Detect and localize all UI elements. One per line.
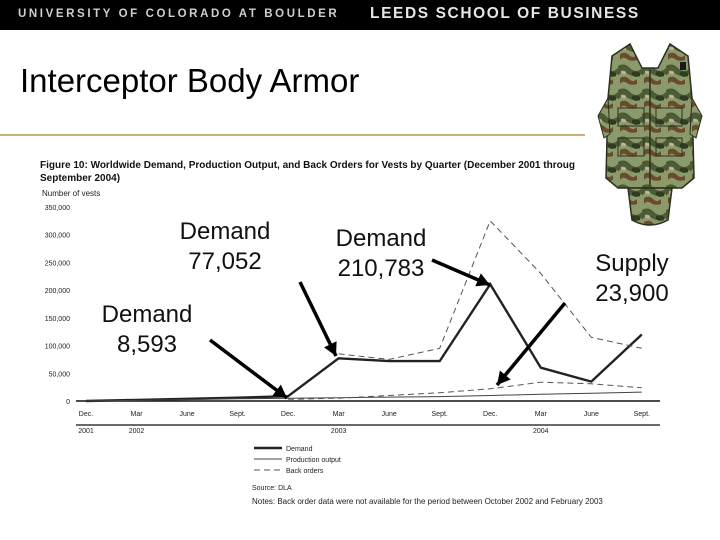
university-name: UNIVERSITY OF COLORADO AT BOULDER (18, 8, 340, 20)
x-tick-label: June (179, 411, 195, 418)
year-label: 2004 (532, 428, 549, 435)
y-tick-label: 200,000 (44, 288, 70, 296)
annotation-value: 8,593 (116, 331, 178, 358)
x-tick-label: Mar (534, 411, 547, 418)
x-tick-label: Sept. (229, 411, 246, 418)
y-tick-label: 350,000 (44, 205, 70, 212)
annotation-value: 23,900 (595, 280, 669, 307)
x-tick-label: Mar (332, 411, 345, 418)
x-tick-label: Sept. (431, 411, 448, 418)
x-tick-label: Dec. (483, 411, 498, 418)
year-label: 2001 (78, 428, 94, 435)
school-name: LEEDS SCHOOL OF BUSINESS (370, 5, 640, 22)
figure-title: Figure 10: Worldwide Demand, Production Output, and Back Orders for Vests by Quarter (December 2001 throug (40, 160, 575, 171)
series-line-back-orders-low (288, 382, 642, 399)
x-tick-label: Mar (130, 411, 143, 418)
x-tick-label: June (381, 411, 397, 418)
annotation-label: Demand (335, 225, 427, 252)
x-tick-label: Dec. (78, 411, 94, 418)
x-tick-label: June (583, 411, 599, 418)
year-label: 2003 (330, 428, 347, 435)
x-tick-label: Sept. (633, 411, 650, 418)
arrow-demand-8593-shaft (210, 340, 287, 398)
year-label: 2002 (128, 428, 145, 435)
slide-title: Interceptor Body Armor (20, 62, 360, 99)
annotation-label: Demand (101, 301, 193, 328)
legend-label: Back orders (286, 468, 324, 475)
annotation-label: Demand (179, 218, 271, 245)
annotation-demand-77052 (160, 217, 290, 277)
chart-source: Source: DLA (252, 485, 292, 492)
chart-note: Notes: Back order data were not available for the period between October 2002 and February 2003 (252, 497, 603, 506)
legend-label: Demand (286, 446, 313, 453)
legend-label: Production output (286, 457, 341, 464)
annotation-supply-23900 (572, 249, 692, 309)
y-tick-label: 300,000 (44, 232, 70, 240)
annotation-value: 77,052 (188, 248, 262, 275)
annotation-demand-8593 (82, 300, 212, 360)
y-tick-label: 150,000 (44, 315, 70, 323)
y-tick-label: 100,000 (44, 343, 70, 351)
y-tick-label: 50,000 (48, 371, 70, 379)
annotation-value: 210,783 (337, 255, 425, 282)
x-tick-label: Dec. (280, 411, 296, 418)
figure-title-continued: September 2004) (40, 173, 121, 184)
y-tick-label: 250,000 (44, 260, 70, 268)
annotation-demand-210783 (316, 224, 446, 284)
annotation-label: Supply (595, 250, 669, 277)
y-axis-label: Number of vests (42, 189, 101, 198)
y-tick-label: 0 (66, 399, 70, 406)
